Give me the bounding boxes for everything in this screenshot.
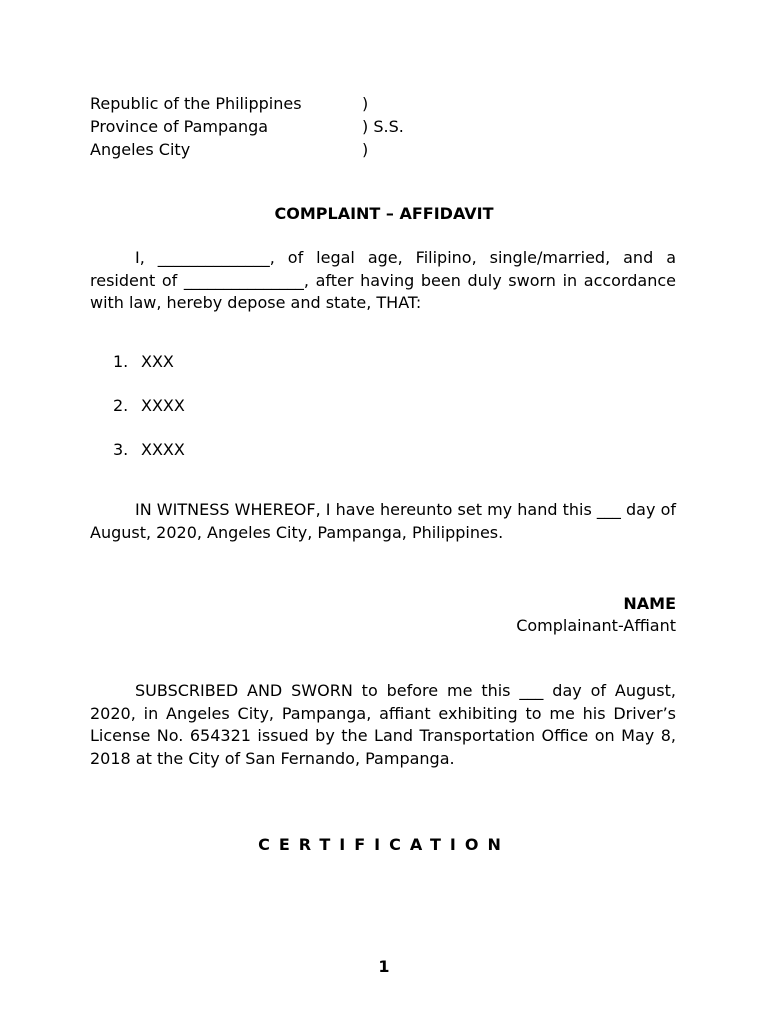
certification-title: CERTIFICATION bbox=[258, 835, 510, 854]
document-title: COMPLAINT – AFFIDAVIT bbox=[274, 204, 494, 223]
witness-paragraph bbox=[90, 499, 676, 544]
list-text: XXX bbox=[141, 352, 174, 371]
intro-paragraph bbox=[90, 247, 676, 315]
caption-right: ) bbox=[362, 94, 369, 113]
caption-line-3 bbox=[90, 139, 369, 161]
caption-left: Republic of the Philippines bbox=[90, 94, 302, 113]
list-number: 2. bbox=[113, 396, 129, 415]
list-number: 3. bbox=[113, 440, 129, 459]
jurat-paragraph bbox=[90, 680, 676, 770]
signatory-name: NAME bbox=[623, 594, 676, 613]
list-text: XXXX bbox=[141, 396, 185, 415]
caption-line-1 bbox=[90, 93, 369, 115]
signatory-role: Complainant-Affiant bbox=[516, 616, 676, 635]
list-item bbox=[113, 351, 174, 374]
page-number: 1 bbox=[378, 957, 390, 976]
caption-line-2 bbox=[90, 116, 404, 138]
intro-text: I, ______________, of legal age, Filipino, single/married, and a resident of _______________, after having been duly sworn in accordance with law, hereby depose and state, THAT: bbox=[90, 248, 676, 312]
list-number: 1. bbox=[113, 352, 129, 371]
list-text: XXXX bbox=[141, 440, 185, 459]
list-item bbox=[113, 439, 185, 462]
caption-right: ) bbox=[362, 140, 369, 159]
caption-left: Angeles City bbox=[90, 140, 191, 159]
list-item bbox=[113, 395, 185, 418]
witness-text: IN WITNESS WHEREOF, I have hereunto set my hand this ___ day of August, 2020, Angeles City, Pampanga, Philippines. bbox=[90, 500, 676, 542]
caption-left: Province of Pampanga bbox=[90, 117, 269, 136]
caption-right: ) S.S. bbox=[362, 117, 404, 136]
jurat-text: SUBSCRIBED AND SWORN to before me this ___ day of August, 2020, in Angeles City, Pampanga, affiant exhibiting to me his Driver’s License No. 654321 issued by the Land Transportation Office on May 8, 2018 at the City of San Fernando, Pampanga. bbox=[90, 681, 676, 768]
